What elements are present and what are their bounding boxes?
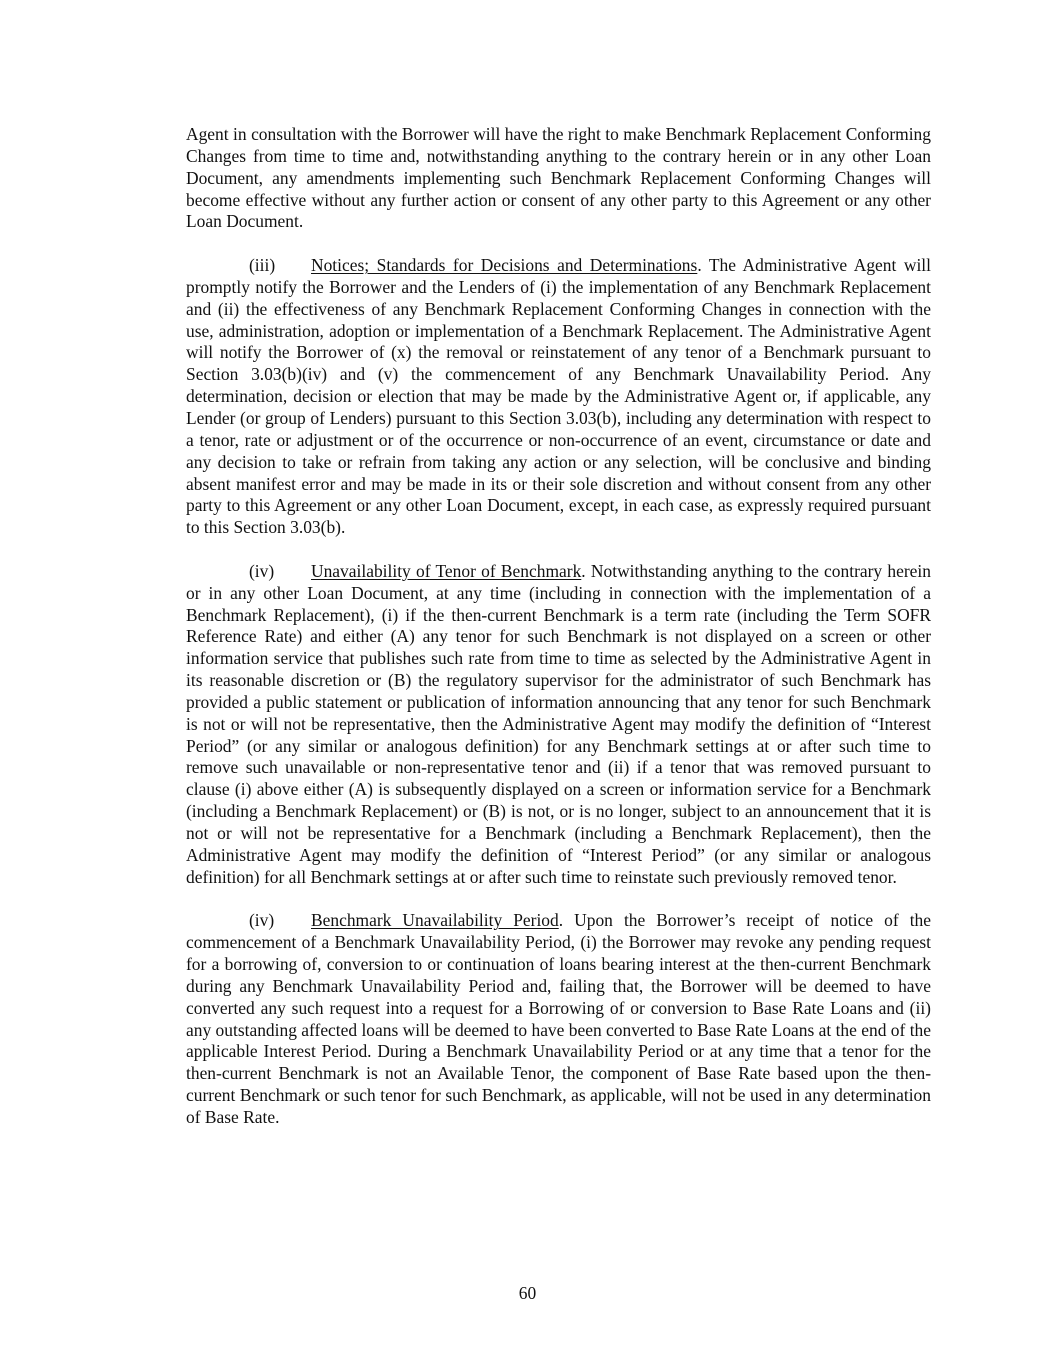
document-body xyxy=(186,124,931,1129)
paragraph-text: Notwithstanding anything to the contrary herein or in any other Loan Document, at any time (including in connection with the implementation of a Benchmark Replacement), (i) if the then-current Benchmark is a term rate (including the Term SOFR Reference Rate) and either (A) any tenor for such Benchmark is not displayed on a screen or other information service that publishes such rate from time to time as selected by the Administrative Agent in its reasonable discretion or (B) the regulatory supervisor for the administrator of such Benchmark has provided a public statement or publication of information announcing that any tenor for such Benchmark is not or will not be representative, then the Administrative Agent may modify the definition of “Interest Period” (or any similar or analogous definition) for any Benchmark settings at or after such time to remove such unavailable or non-representative tenor and (ii) if a tenor that was removed pursuant to clause (i) above either (A) is subsequently displayed on a screen or information service for a Benchmark (including a Benchmark Replacement) or (B) is not, or is no longer, subject to an announcement that it is not or will not be representative for a Benchmark (including a Benchmark Replacement), then the Administrative Agent may modify the definition of “Interest Period” (or any similar or analogous definition) for all Benchmark settings at or after such time to reinstate such previously removed tenor. xyxy=(186,560,931,887)
clause-heading-punct: . xyxy=(697,255,702,276)
clause-heading: Benchmark Unavailability Period xyxy=(311,910,559,931)
paragraph-text: Upon the Borrower’s receipt of notice of the commencement of a Benchmark Unavailability Period, (i) the Borrower may revoke any pending request for a borrowing of, conversion to or continuation of loans bearing interest at the then-current Benchmark during any Benchmark Unavailability Period and, failing that, the Borrower will be deemed to have converted any such request into a request for a Borrowing of or conversion to Base Rate Loans and (ii) any outstanding affected loans will be deemed to have been converted to Base Rate Loans at the end of the applicable Interest Period. During a Benchmark Unavailability Period or at any time that a tenor for the then-current Benchmark is not an Available Tenor, the component of Base Rate based upon the then-current Benchmark or such tenor for such Benchmark, as applicable, will not be used in any determination of Base Rate. xyxy=(186,910,931,1127)
paragraph-text: The Administrative Agent will promptly notify the Borrower and the Lenders of (i) the implementation of any Benchmark Replacement and (ii) the effectiveness of any Benchmark Replacement Conforming Changes in connection with the use, administration, adoption or implementation of a Benchmark Replacement. The Administrative Agent will notify the Borrower of (x) the removal or reinstatement of any tenor of a Benchmark pursuant to Section 3.03(b)(iv) and (v) the commencement of any Benchmark Unavailability Period. Any determination, decision or election that may be made by the Administrative Agent or, if applicable, any Lender (or group of Lenders) pursuant to this Section 3.03(b), including any determination with respect to a tenor, rate or adjustment or of the occurrence or non-occurrence of an event, circumstance or date and any decision to take or refrain from taking any action or any selection, will be conclusive and binding absent manifest error and may be made in its or their sole discretion and without consent from any other party to this Agreement or any other Loan Document, except, in each case, as expressly required pursuant to this Section 3.03(b). xyxy=(186,255,932,538)
paragraph-benchmark-unavailability-period xyxy=(186,910,931,1128)
page-number: 60 xyxy=(518,1283,537,1303)
clause-number: (iv) xyxy=(249,910,275,931)
paragraph-continuation xyxy=(186,124,931,233)
paragraph-notices xyxy=(186,255,931,539)
clause-number: (iii) xyxy=(249,255,276,276)
clause-heading-punct: . xyxy=(558,910,564,931)
clause-heading: Unavailability of Tenor of Benchmark xyxy=(311,560,582,581)
paragraph-unavailability-of-tenor xyxy=(186,561,931,889)
clause-heading-punct: . xyxy=(581,560,586,581)
clause-number: (iv) xyxy=(249,560,275,581)
paragraph-text: Agent in consultation with the Borrower will have the right to make Benchmark Replacement Conforming Changes from time to time and, notwithstanding anything to the contrary herein or in any other Loan Document, any amendments implementing such Benchmark Replacement Conforming Changes will become effective without any further action or consent of any other party to this Agreement or any other Loan Document. xyxy=(186,124,931,232)
clause-heading: Notices; Standards for Decisions and Determinations xyxy=(311,255,698,276)
